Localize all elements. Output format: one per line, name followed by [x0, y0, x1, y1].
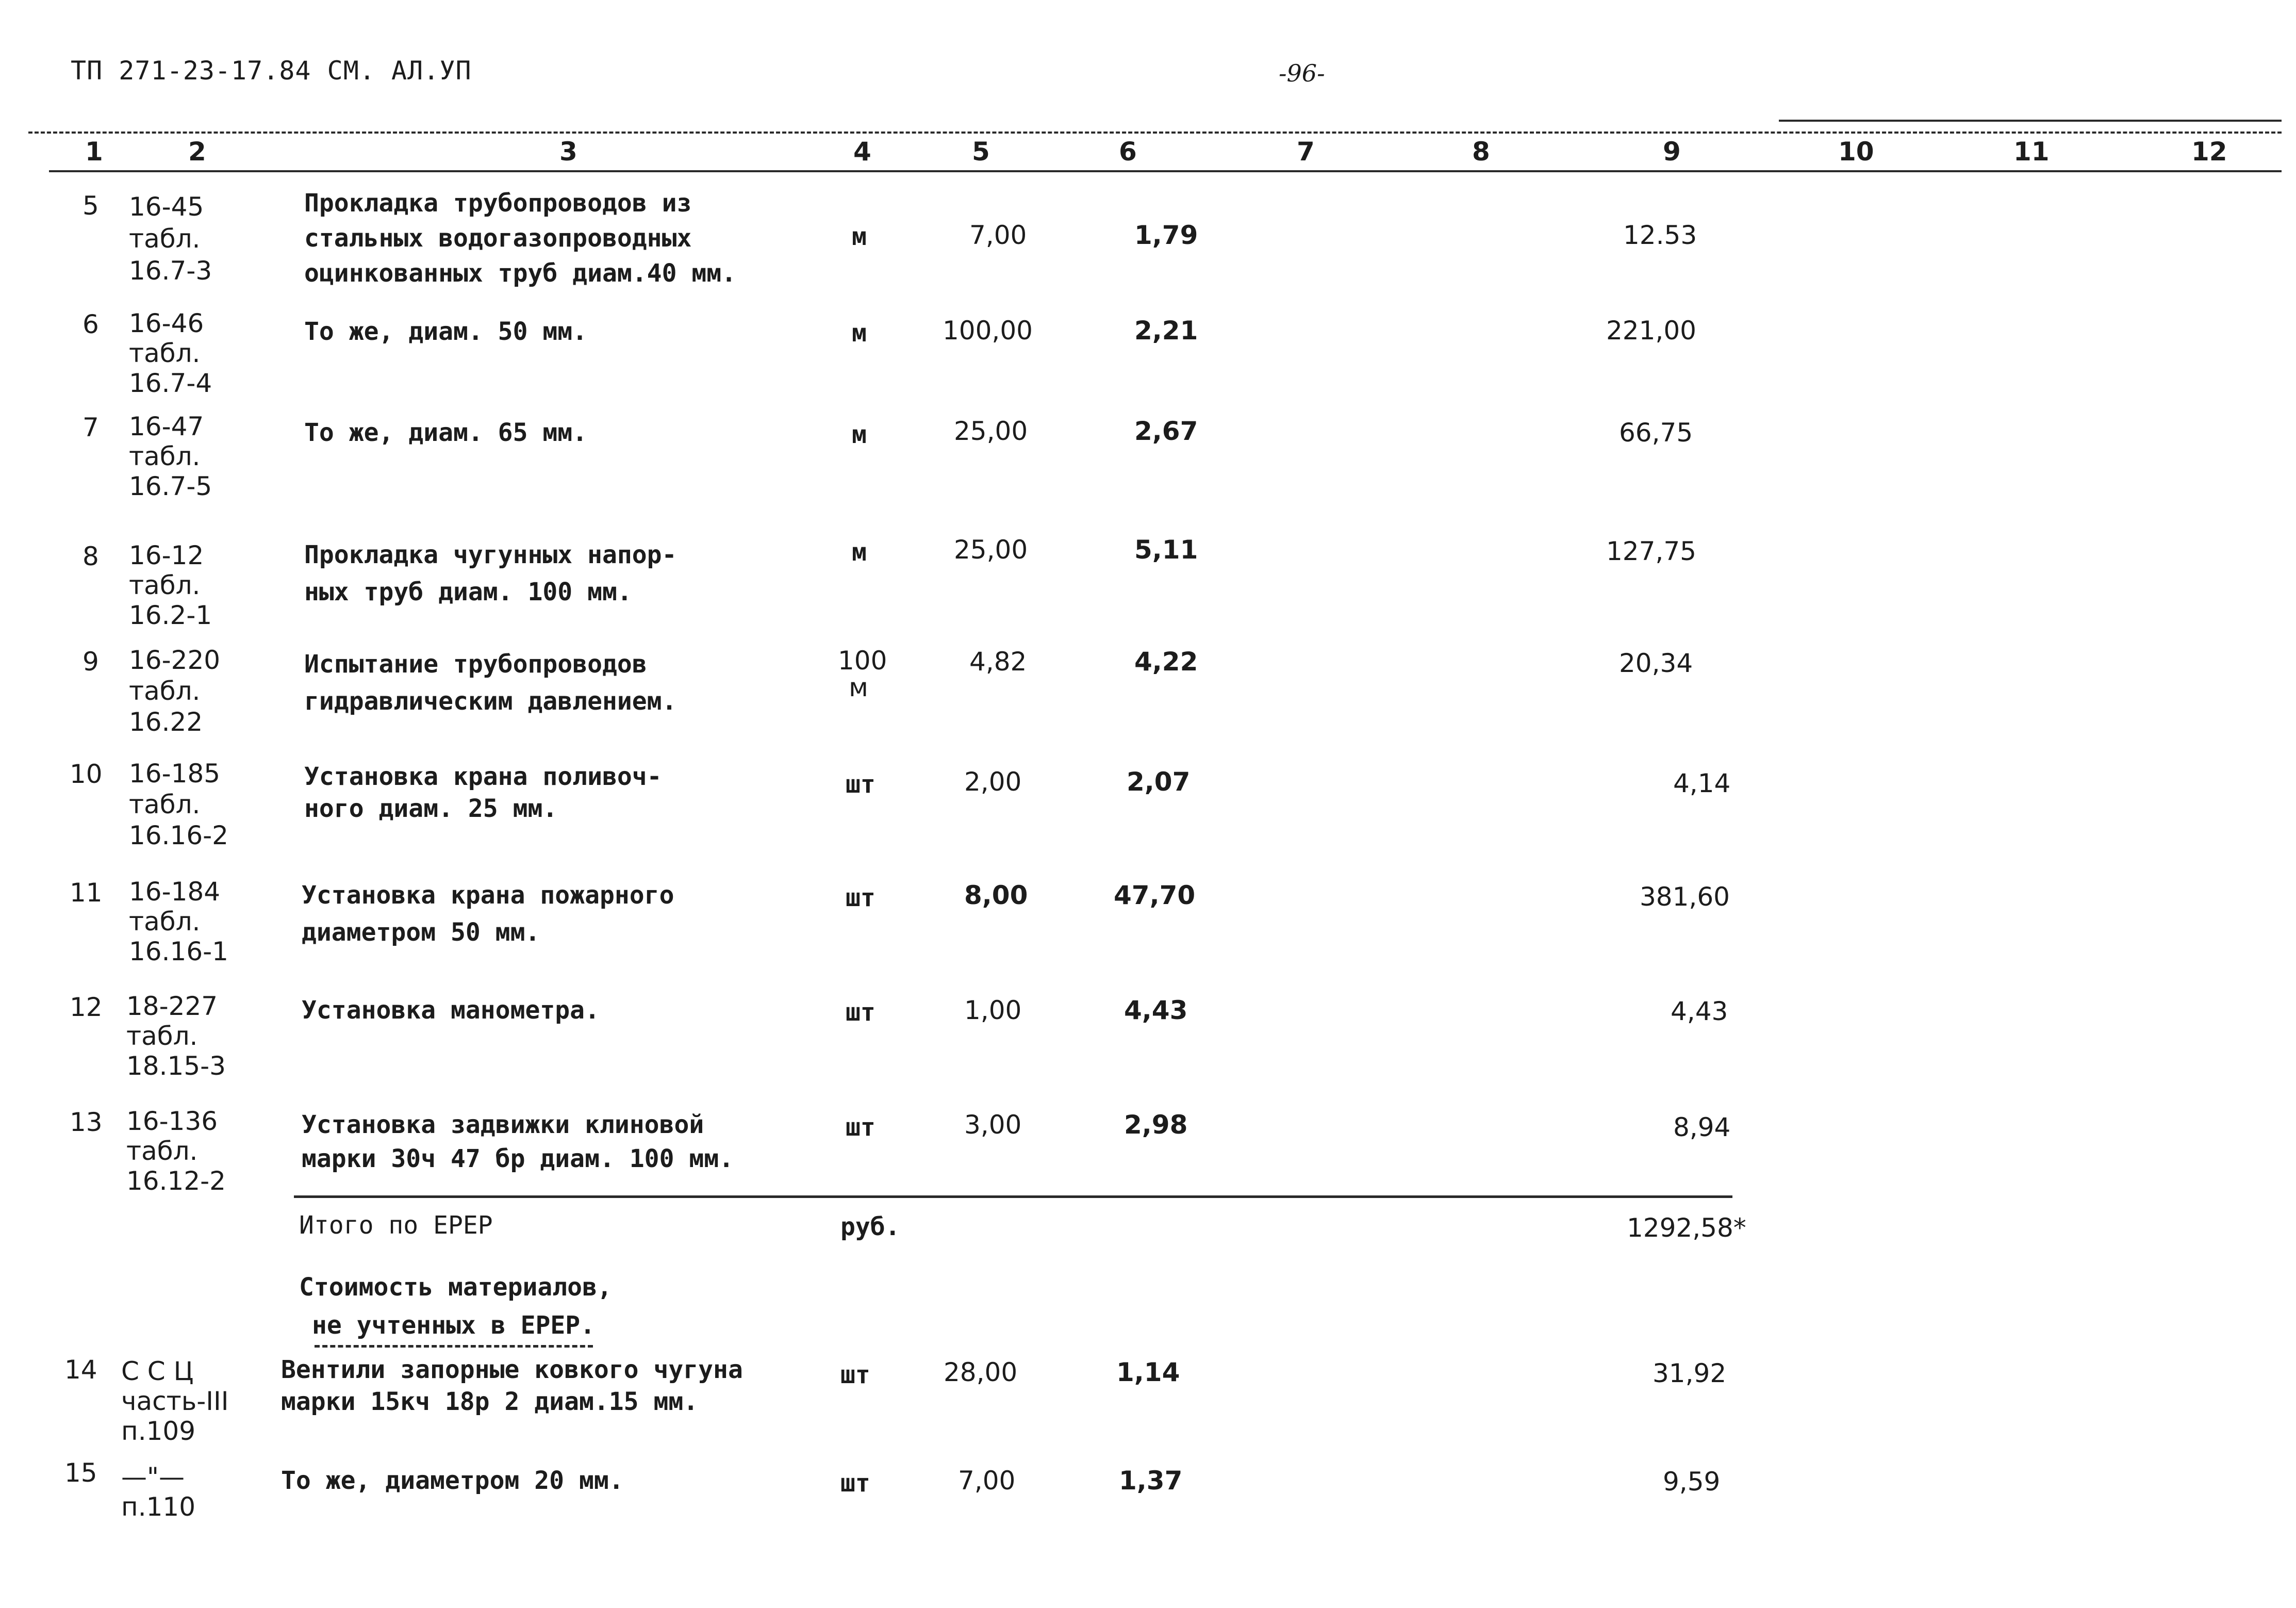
- row-unit: м: [852, 222, 867, 251]
- row-quantity: 8,00: [964, 880, 1028, 910]
- heading-underline: [315, 1345, 593, 1348]
- row-total: 66,75: [1619, 418, 1693, 448]
- row-number: 12: [70, 992, 103, 1022]
- row-unit-price: 1,37: [1119, 1466, 1183, 1496]
- row-number: 14: [64, 1355, 97, 1385]
- desc-line: ного диам. 25 мм.: [304, 794, 558, 823]
- code-line: —"—: [121, 1462, 185, 1492]
- row-total: 12.53: [1623, 220, 1697, 250]
- row-unit-price: 2,67: [1134, 416, 1198, 446]
- column-number: 4: [853, 137, 871, 167]
- row-description: [302, 994, 600, 1026]
- row-description: [281, 1465, 624, 1497]
- row-unit: м: [852, 420, 867, 449]
- code-line: 16.7-5: [129, 471, 212, 501]
- header-top-rule-solid: [1779, 120, 2282, 122]
- row-code: [129, 412, 212, 501]
- column-number: 2: [188, 137, 206, 167]
- row-number: 8: [82, 542, 99, 571]
- row-unit: шт: [846, 1113, 876, 1142]
- desc-line: марки 30ч 47 бр диам. 100 мм.: [302, 1144, 734, 1173]
- row-description: [302, 877, 674, 951]
- code-line: табл.: [129, 570, 201, 600]
- row-quantity: 3,00: [964, 1110, 1022, 1140]
- desc-line: Установка манометра.: [302, 996, 600, 1025]
- row-unit-price: 2,98: [1124, 1110, 1188, 1140]
- code-line: табл.: [129, 441, 201, 471]
- row-unit-price: 1,79: [1134, 220, 1198, 250]
- code-line: 16-47: [129, 412, 204, 441]
- row-unit-price: 5,11: [1134, 535, 1198, 565]
- desc-line: оцинкованных труб диам.40 мм.: [304, 259, 737, 288]
- row-unit: шт: [840, 1360, 870, 1389]
- summary-unit: руб.: [840, 1212, 900, 1241]
- code-line: 16-46: [129, 308, 204, 338]
- desc-line: диаметром 50 мм.: [302, 918, 540, 947]
- code-line: 18-227: [126, 991, 218, 1021]
- row-unit-price: 4,22: [1134, 647, 1198, 677]
- row-total: 4,43: [1671, 996, 1728, 1026]
- column-number: 9: [1663, 137, 1681, 167]
- materials-heading: [299, 1271, 612, 1341]
- row-code: [129, 877, 228, 966]
- row-unit: м: [852, 319, 867, 348]
- code-line: табл.: [129, 907, 201, 937]
- row-number: 9: [82, 647, 99, 677]
- column-number: 11: [2013, 137, 2050, 167]
- row-description: [304, 417, 587, 449]
- row-code: [129, 645, 220, 737]
- heading-line: Стоимость материалов,: [299, 1273, 612, 1302]
- row-description: [304, 316, 587, 348]
- row-description: [302, 1108, 734, 1176]
- row-unit-price: 2,21: [1134, 316, 1198, 346]
- column-number: 12: [2191, 137, 2227, 167]
- desc-line: Установка крана поливоч-: [304, 762, 662, 791]
- code-line: 16-185: [129, 759, 221, 789]
- code-line: 16.22: [129, 707, 203, 737]
- desc-line: ных труб диам. 100 мм.: [304, 578, 632, 606]
- code-line: часть-III: [121, 1386, 229, 1416]
- desc-line: стальных водогазопроводных: [304, 224, 692, 253]
- desc-line: марки 15кч 18р 2 диам.15 мм.: [281, 1387, 699, 1416]
- desc-line: То же, диам. 65 мм.: [304, 418, 588, 447]
- desc-line: Вентили запорные ковкого чугуна: [281, 1355, 743, 1384]
- row-quantity: 25,00: [954, 535, 1028, 565]
- column-number: 6: [1119, 137, 1137, 167]
- header-top-rule: [28, 132, 2282, 134]
- row-description: [304, 186, 736, 291]
- row-unit-price: 2,07: [1127, 767, 1191, 797]
- summary-total: 1292,58*: [1627, 1213, 1746, 1243]
- desc-line: Прокладка трубопроводов из: [304, 189, 692, 218]
- code-line: п.110: [121, 1492, 196, 1522]
- row-quantity: 100,00: [943, 316, 1033, 346]
- row-quantity: 2,00: [964, 767, 1022, 797]
- document-code: ТП 271-23-17.84 СМ. АЛ.УП: [71, 56, 472, 86]
- code-line: 18.15-3: [126, 1051, 226, 1081]
- code-line: 16.2-1: [129, 600, 212, 630]
- desc-line: гидравлическим давлением.: [304, 687, 677, 716]
- code-line: 16-184: [129, 877, 221, 907]
- code-line: табл.: [129, 676, 201, 706]
- row-unit: шт: [846, 770, 876, 799]
- row-number: 6: [82, 309, 99, 339]
- code-line: табл.: [126, 1136, 198, 1166]
- subtotal-rule: [294, 1195, 1732, 1198]
- code-line: табл.: [126, 1021, 198, 1051]
- row-code: [121, 1356, 229, 1446]
- row-unit: 100 м: [838, 646, 887, 702]
- row-number: 10: [70, 759, 103, 789]
- row-quantity: 1,00: [964, 995, 1022, 1025]
- row-number: 15: [64, 1458, 97, 1488]
- row-total: 9,59: [1663, 1467, 1721, 1497]
- row-code: [129, 191, 212, 287]
- row-quantity: 28,00: [944, 1357, 1018, 1387]
- row-total: 127,75: [1606, 536, 1696, 566]
- code-line: 16-12: [129, 540, 204, 570]
- row-unit: шт: [840, 1469, 870, 1498]
- row-unit-price: 1,14: [1116, 1357, 1180, 1387]
- desc-line: Установка крана пожарного: [302, 881, 674, 910]
- row-quantity: 25,00: [954, 416, 1028, 446]
- column-number: 8: [1472, 137, 1490, 167]
- row-description: [281, 1354, 743, 1418]
- row-total: 4,14: [1673, 768, 1731, 798]
- code-line: п.109: [121, 1416, 196, 1446]
- row-unit-price: 47,70: [1114, 880, 1196, 910]
- row-description: [304, 761, 662, 825]
- row-quantity: 4,82: [969, 647, 1027, 677]
- column-number: 3: [559, 137, 577, 167]
- row-total: 20,34: [1619, 648, 1693, 678]
- code-line: 16-220: [129, 645, 221, 675]
- desc-line: Прокладка чугунных напор-: [304, 540, 677, 569]
- row-number: 13: [70, 1107, 103, 1137]
- code-line: 16.7-4: [129, 368, 212, 398]
- row-unit-price: 4,43: [1124, 995, 1188, 1025]
- desc-line: То же, диаметром 20 мм.: [281, 1466, 624, 1495]
- summary-label: Итого по ЕРЕР: [299, 1211, 493, 1240]
- code-line: 16-136: [126, 1106, 218, 1136]
- row-code: [126, 991, 226, 1081]
- row-unit: шт: [846, 883, 876, 912]
- row-total: 31,92: [1653, 1358, 1727, 1388]
- row-unit: шт: [846, 998, 876, 1027]
- column-number: 5: [972, 137, 990, 167]
- header-bottom-rule: [49, 170, 2282, 172]
- row-code: [129, 758, 228, 851]
- code-line: С С Ц: [121, 1356, 194, 1386]
- code-line: табл.: [129, 790, 201, 819]
- heading-line: не учтенных в ЕРЕР.: [312, 1311, 596, 1340]
- row-total: 381,60: [1640, 882, 1730, 912]
- page-number: -96-: [1279, 59, 1325, 87]
- row-description: [304, 536, 676, 611]
- row-total: 221,00: [1606, 316, 1696, 346]
- row-code: [121, 1462, 195, 1522]
- desc-line: То же, диам. 50 мм.: [304, 317, 588, 346]
- row-description: [304, 646, 676, 720]
- code-line: 16.16-1: [129, 937, 228, 966]
- code-line: табл.: [129, 338, 201, 368]
- column-number: 10: [1838, 137, 1874, 167]
- code-line: 16.7-3: [129, 256, 212, 286]
- code-line: 16.16-2: [129, 821, 228, 850]
- column-number: 7: [1297, 137, 1315, 167]
- row-quantity: 7,00: [958, 1466, 1016, 1496]
- row-code: [129, 540, 212, 630]
- row-number: 5: [82, 191, 99, 221]
- code-line: табл.: [129, 224, 201, 254]
- row-number: 7: [82, 413, 99, 442]
- row-quantity: 7,00: [969, 220, 1027, 250]
- desc-line: Установка задвижки клиновой: [302, 1110, 704, 1139]
- row-total: 8,94: [1673, 1112, 1731, 1142]
- code-line: 16.12-2: [126, 1166, 226, 1196]
- row-code: [126, 1106, 226, 1196]
- row-unit: м: [852, 538, 867, 567]
- code-line: 16-45: [129, 192, 204, 222]
- row-code: [129, 308, 212, 398]
- row-number: 11: [70, 878, 103, 908]
- column-number: 1: [85, 137, 103, 167]
- desc-line: Испытание трубопроводов: [304, 650, 647, 679]
